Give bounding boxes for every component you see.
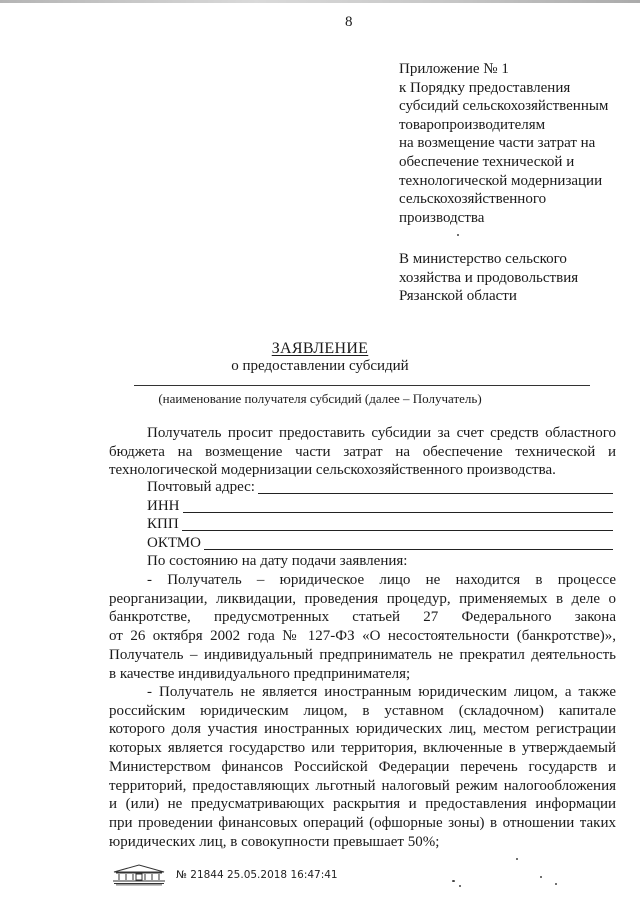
condition-2-line: которых является государство или территория, включенные в утверждаемый: [109, 740, 616, 757]
condition-2-line: - Получатель не является иностранным юридическим лицом, а также: [147, 684, 616, 700]
oktmo-line[interactable]: [204, 549, 613, 550]
scan-speck: [459, 885, 461, 887]
condition-2-line: и (или) не предусматривающих раскрытия и предоставления информации: [109, 796, 616, 813]
appendix-line: технологической модернизации: [399, 172, 603, 189]
kpp-line[interactable]: [182, 530, 613, 531]
condition-1-line: - Получатель – юридическое лицо не находится в процессе: [147, 572, 616, 588]
page-number: 8: [345, 14, 353, 30]
inn-label: ИНН: [147, 498, 180, 514]
kpp-label: КПП: [147, 516, 179, 532]
document-title: ЗАЯВЛЕНИЕ: [271, 340, 369, 357]
recipient-line: Рязанской области: [399, 288, 517, 305]
recipient-line: хозяйства и продовольствия: [399, 269, 579, 286]
condition-1-line: в качестве индивидуального предпринимателя;: [109, 665, 411, 682]
as-of-date-text: По состоянию на дату подачи заявления:: [147, 553, 408, 569]
registration-mark: № 21844 25.05.2018 16:47:41: [176, 869, 338, 881]
scan-speck: [452, 880, 455, 882]
scan-speck: [457, 234, 459, 236]
appendix-line: субсидий сельскохозяйственным: [399, 98, 609, 115]
building-seal-icon: [110, 862, 168, 886]
recipient-name-caption: (наименование получателя субсидий (далее – Получатель): [158, 391, 482, 406]
condition-2-line: территорий, предоставляющих льготный налоговый режим налогообложения: [109, 777, 616, 794]
recipient-line: В министерство сельского: [399, 251, 567, 267]
condition-1-line: Получатель – индивидуальный предприниматель не прекратил деятельность: [109, 646, 616, 663]
oktmo-field[interactable]: [147, 534, 613, 552]
kpp-field[interactable]: [147, 515, 613, 533]
appendix-line: к Порядку предоставления: [399, 79, 571, 96]
condition-2-line: российским юридическим лицом, в уставном (складочном) капитале: [109, 702, 616, 719]
inn-field[interactable]: [147, 497, 613, 515]
oktmo-label: ОКТМО: [147, 535, 201, 551]
postal-address-field[interactable]: [147, 478, 613, 496]
condition-1-line: реорганизации, ликвидации, проведения процедур, применяемых в деле о: [109, 590, 616, 607]
condition-1-paragraph: [109, 571, 616, 683]
postal-address-label: Почтовый адрес:: [147, 479, 255, 495]
condition-2-line: Министерством финансов Российской Федерации перечень государств и: [109, 758, 616, 775]
condition-1-line: банкротстве, предусмотренных статьей 27 Федерального закона: [109, 609, 616, 626]
intro-paragraph: [109, 424, 616, 480]
appendix-line: Приложение № 1: [399, 61, 509, 77]
appendix-line: товаропроизводителям: [399, 116, 546, 133]
recipient-block: [399, 250, 578, 306]
appendix-line: на возмещение части затрат на: [399, 135, 596, 152]
postal-address-line[interactable]: [258, 493, 613, 494]
intro-text: Получатель просит предоставить субсидии за счет средств областного бюджета на возмещение части затрат на обеспечение технической и технологической модернизации сельскохозяйственного производства.: [109, 425, 616, 479]
scan-edge-artifact: [0, 0, 640, 3]
condition-2-paragraph: [109, 683, 616, 851]
appendix-heading: [399, 60, 608, 227]
condition-1-line: от 26 октября 2002 года № 127-ФЗ «О несостоятельности (банкротстве)»,: [109, 628, 616, 645]
condition-2-line: которого доля участия иностранных юридических лиц, местом регистрации: [109, 721, 616, 738]
appendix-line: обеспечение технической и: [399, 153, 575, 170]
scan-speck: [555, 883, 557, 885]
appendix-line: производства: [399, 209, 485, 226]
scan-speck: [540, 876, 542, 878]
condition-2-line: юридических лиц, в совокупности превышает 50%;: [109, 833, 440, 850]
document-subtitle: о предоставлении субсидий: [231, 358, 409, 374]
inn-line[interactable]: [183, 512, 614, 513]
scan-speck: [516, 858, 518, 860]
recipient-name-blank-line[interactable]: [134, 385, 590, 386]
appendix-line: сельскохозяйственного: [399, 191, 547, 208]
condition-2-line: при проведении финансовых операций (офшорные зоны) в отношении таких: [109, 814, 616, 831]
